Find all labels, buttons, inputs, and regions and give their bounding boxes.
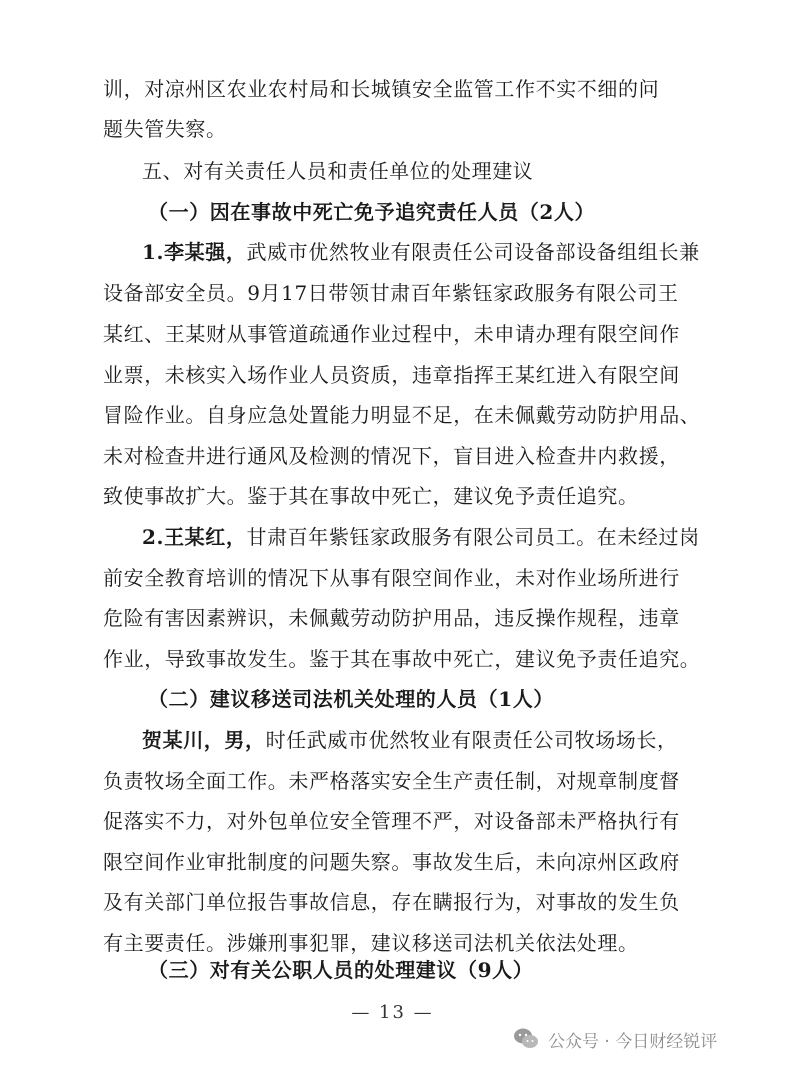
paragraph-line: 致使事故扩大。鉴于其在事故中死亡，建议免予责任追究。 [103,484,639,508]
paragraph-line: 作业，导致事故发生。鉴于其在事故中死亡，建议免予责任追究。 [103,647,701,671]
paragraph-line: 限空间作业审批制度的问题失察。事故发生后，未向凉州区政府 [103,850,680,874]
paragraph-line: 有主要责任。涉嫌刑事犯罪，建议移送司法机关依法处理。 [103,931,639,955]
paragraph-line: 促落实不力，对外包单位安全管理不严，对设备部未严格执行有 [103,809,680,833]
person-name: 2.王某红， [142,525,247,549]
paragraph-line: 危险有害因素辨识，未佩戴劳动防护用品，违反操作规程，违章 [103,606,680,630]
subsection-heading-3: （三）对有关公职人员的处理建议（9人） [148,958,534,982]
paragraph-line: 1.李某强，武威市优然牧业有限责任公司设备部设备组组长兼 [142,240,700,264]
person-name: 贺某川，男， [142,728,266,752]
paragraph-line: 训，对凉州区农业农村局和长城镇安全监管工作不实不细的问 [103,77,660,101]
paragraph-line: 冒险作业。自身应急处置能力明显不足，在未佩戴劳动防护用品、 [103,403,701,427]
page-number: — 13 — [351,1002,434,1023]
paragraph-line: 前安全教育培训的情况下从事有限空间作业，未对作业场所进行 [103,566,680,590]
subsection-heading-1: （一）因在事故中死亡免予追究责任人员（2人） [148,200,596,224]
subsection-heading-2: （二）建议移送司法机关处理的人员（1人） [148,687,554,711]
watermark-text: 公众号 · 今日财经锐评 [548,1031,718,1052]
wechat-icon [512,1025,540,1053]
person-name: 1.李某强， [142,240,247,264]
paragraph-line: 某红、王某财从事管道疏通作业过程中，未申请办理有限空间作 [103,322,680,346]
paragraph-line: 业票，未核实入场作业人员资质，违章指挥王某红进入有限空间 [103,363,680,387]
paragraph-line: 及有关部门单位报告事故信息，存在瞒报行为，对事故的发生负 [103,890,680,914]
paragraph-line: 未对检查井进行通风及检测的情况下，盲目进入检查井内救援， [103,444,680,468]
paragraph-line: 2.王某红，甘肃百年紫钰家政服务有限公司员工。在未经过岗 [142,525,700,549]
paragraph-line: 设备部安全员。9月17日带领甘肃百年紫钰家政服务有限公司王 [103,281,679,305]
paragraph-line: 贺某川，男，时任武威市优然牧业有限责任公司牧场场长， [142,728,678,752]
paragraph-line: 题失管失察。 [103,117,227,141]
section-heading: 五、对有关责任人员和责任单位的处理建议 [142,159,534,183]
watermark [512,1024,717,1054]
paragraph-line: 负责牧场全面工作。未严格落实安全生产责任制，对规章制度督 [103,769,680,793]
